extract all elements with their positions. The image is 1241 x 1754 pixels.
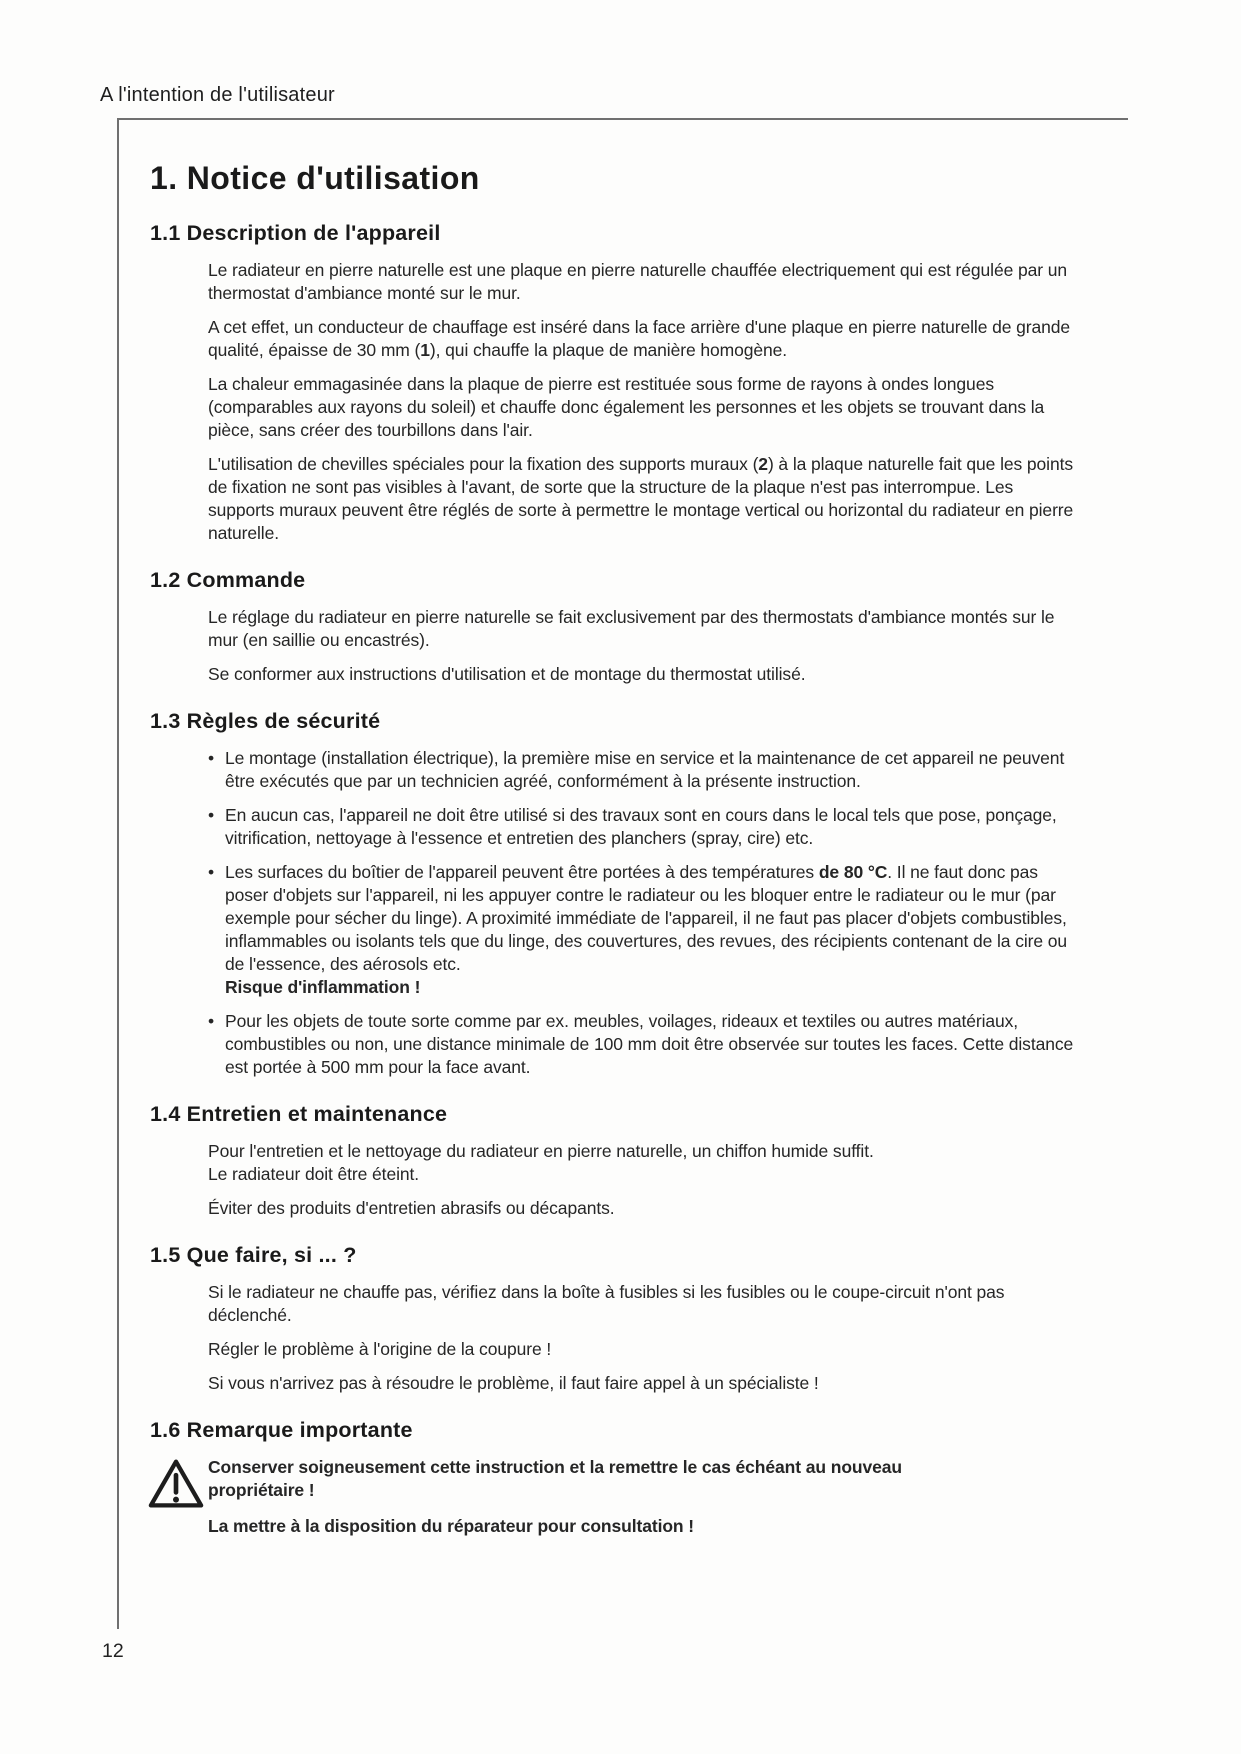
paragraph [208,259,1076,305]
section-heading: 1.3 Règles de sécurité [150,709,381,733]
section [150,568,1128,686]
paragraph [208,1140,1076,1186]
bullet-item [208,1010,1076,1079]
text-run: . Il ne faut donc pas poser d'objets sur l'appareil, ni les appuyer contre le radiateur ou les bloquer entre le radiateur ou le mur (par exemple pour sécher du linge). A proximité immédiate de l'appareil, il ne faut pas placer d'objets combustibles, inflammables ou isolants tels que du linge, des couvertures, des revues, des récipients contenant de la cire ou de l'essence, des aérosols etc. [225,862,1068,974]
bullet-text [225,1010,1076,1079]
section-body [208,747,1076,1079]
section-heading: 1.4 Entretien et maintenance [150,1102,448,1126]
text-run: Le réglage du radiateur en pierre naturelle se fait exclusivement par des thermostats d'ambiance montés sur le mur (en saillie ou encastrés). [208,607,1055,650]
section-body [208,259,1076,545]
bullet-icon: • [208,1011,215,1031]
text-run: Pour l'entretien et le nettoyage du radiateur en pierre naturelle, un chiffon humide suffit. [208,1141,874,1161]
text-run: Le radiateur doit être éteint. [208,1164,420,1184]
text-run: A cet effet, un conducteur de chauffage est inséré dans la face arrière d'une plaque en pierre naturelle de grande qualité, épaisse de 30 mm ( [208,317,1071,360]
paragraph [208,1338,1076,1361]
bold-text-run: 2 [758,454,768,474]
bullet-text [225,804,1076,850]
section-heading: 1.2 Commande [150,568,306,592]
sections [150,221,1128,1538]
text-run: Les surfaces du boîtier de l'appareil peuvent être portées à des températures [225,862,819,882]
bold-text-run: La mettre à la disposition du réparateur pour consultation ! [208,1516,695,1536]
section-heading: 1.5 Que faire, si ... ? [150,1243,357,1267]
text-run: ), qui chauffe la plaque de manière homogène. [429,340,788,360]
paragraph [208,1197,1076,1220]
bullet-item [208,861,1076,999]
section-body [208,1456,1076,1538]
bullet-icon: • [208,748,215,768]
page-number: 12 [102,1640,124,1662]
bold-text-run: Conserver soigneusement cette instruction et la remettre le cas échéant au nouveau [208,1457,902,1477]
content-box [117,118,1128,1629]
section-heading: 1.1 Description de l'appareil [150,221,441,245]
section-body [208,606,1076,686]
paragraph [208,373,1076,442]
text-run: Se conformer aux instructions d'utilisation et de montage du thermostat utilisé. [208,664,806,684]
bullet-text [225,747,1076,793]
bullet-icon: • [208,862,215,882]
warning-paragraph [208,1456,1076,1502]
section-body [208,1140,1076,1220]
text-run: Éviter des produits d'entretien abrasifs ou décapants. [208,1198,615,1218]
bold-text-run: de 80 °C [818,862,888,882]
paragraph [208,663,1076,686]
warning-triangle-icon [147,1457,205,1511]
text-run: ) à la plaque naturelle fait que les points de fixation ne sont pas visibles à l'avant, de sorte que la structure de la plaque n'est pas interrompue. Les supports muraux peuvent être réglés de sorte à permettre le montage vertical ou horizontal du radiateur en pierre naturelle. [208,454,1074,543]
section [150,221,1128,545]
bullet-item [208,804,1076,850]
bold-text-run: 1 [420,340,430,360]
text-run: Régler le problème à l'origine de la coupure ! [208,1339,552,1359]
bold-text-run: Risque d'inflammation ! [225,977,421,997]
text-run: En aucun cas, l'appareil ne doit être utilisé si des travaux sont en cours dans le local tels que pose, ponçage, vitrification, nettoyage à l'essence et entretien des planchers (spray, cire) etc. [225,805,1057,848]
section [150,709,1128,1079]
warning-text [208,1456,1076,1538]
text-run: Si le radiateur ne chauffe pas, vérifiez dans la boîte à fusibles si les fusibles ou le coupe-circuit n'ont pas déclenché. [208,1282,1005,1325]
text-run: Le radiateur en pierre naturelle est une plaque en pierre naturelle chauffée electriquement qui est régulée par un thermostat d'ambiance monté sur le mur. [208,260,1067,303]
paragraph [208,453,1076,545]
warning-paragraph [208,1515,1076,1538]
bullet-icon: • [208,805,215,825]
bullet-text [225,861,1076,999]
section [150,1243,1128,1395]
text-run: La chaleur emmagasinée dans la plaque de pierre est restituée sous forme de rayons à ondes longues (comparables aux rayons du soleil) et chauffe donc également les personnes et les objets se trouvant dans la pièce, sans créer des tourbillons dans l'air. [208,374,1045,440]
warning-block [208,1456,1076,1538]
bullet-item [208,747,1076,793]
paragraph [208,316,1076,362]
text-run: Le montage (installation électrique), la première mise en service et la maintenance de cet appareil ne peuvent être exécutés que par un technicien agréé, conformément à la présente instruction. [225,748,1065,791]
section-heading: 1.6 Remarque importante [150,1418,413,1442]
text-run: Pour les objets de toute sorte comme par ex. meubles, voilages, rideaux et textiles ou autres matériaux, combustibles ou non, une distance minimale de 100 mm doit être observée sur toutes les faces. Cette distance est portée à 500 mm pour la face avant. [225,1011,1074,1077]
paragraph [208,1372,1076,1395]
section [150,1102,1128,1220]
paragraph [208,1281,1076,1327]
text-run: L'utilisation de chevilles spéciales pour la fixation des supports muraux ( [208,454,759,474]
text-run: Si vous n'arrivez pas à résoudre le problème, il faut faire appel à un spécialiste ! [208,1373,819,1393]
paragraph [208,606,1076,652]
bold-text-run: propriétaire ! [208,1480,315,1500]
section [150,1418,1128,1538]
page-header: A l'intention de l'utilisateur [100,84,335,106]
document-title: 1. Notice d'utilisation [150,160,480,196]
section-body [208,1281,1076,1395]
